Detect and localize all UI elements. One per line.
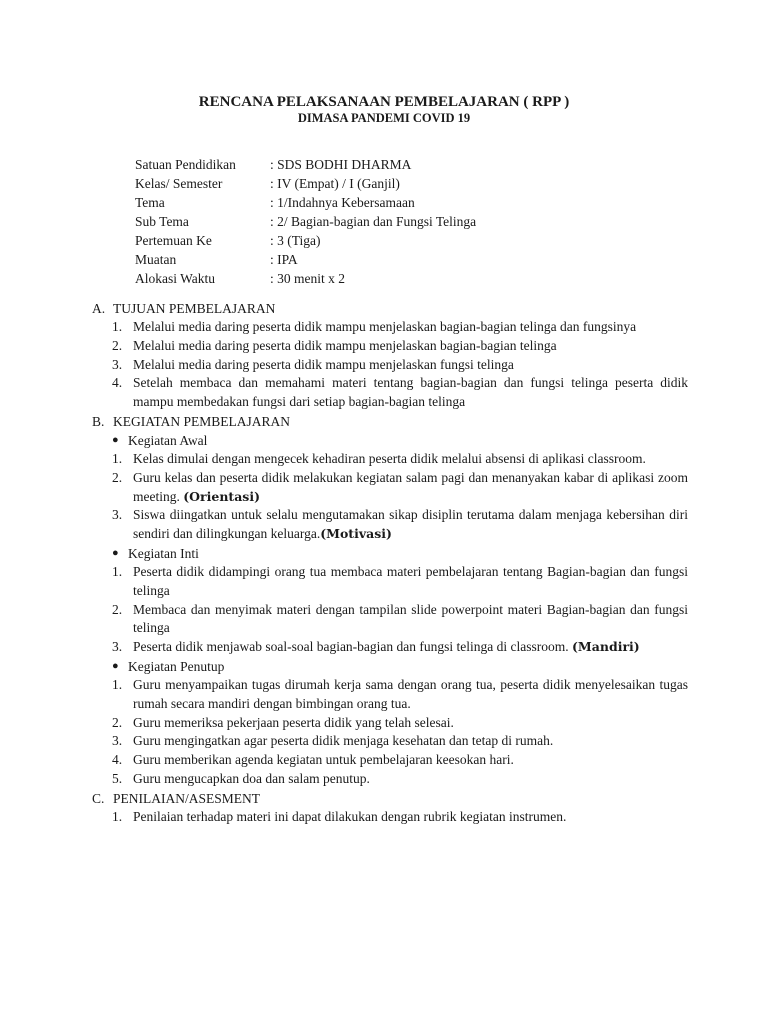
section-letter: B. <box>92 413 105 429</box>
info-row-subtema <box>135 212 476 231</box>
info-row-satuan <box>135 155 476 174</box>
item-number: 2. <box>112 469 123 485</box>
list-item <box>92 450 688 469</box>
section-title: PENILAIAN/ASESMENT <box>113 790 260 806</box>
section-heading-tujuan <box>92 299 688 318</box>
list-item <box>92 714 688 733</box>
document-body <box>92 299 688 827</box>
info-value: : 2/ Bagian-bagian dan Fungsi Telinga <box>270 214 477 229</box>
item-text: Penilaian terhadap materi ini dapat dilakukan dengan rubrik kegiatan instrumen. <box>133 808 567 824</box>
item-number: 1. <box>112 563 123 579</box>
list-item <box>92 676 688 714</box>
info-value: : IPA <box>270 252 298 267</box>
info-value: : SDS BODHI DHARMA <box>270 157 412 172</box>
info-row-muatan <box>135 250 476 269</box>
item-number: 3. <box>112 356 123 372</box>
item-number: 1. <box>112 319 123 334</box>
item-text: Guru memberikan agenda kegiatan untuk pembelajaran keesokan hari. <box>133 752 514 768</box>
section-heading-kegiatan <box>92 412 688 431</box>
list-item <box>92 808 688 827</box>
item-number: 4. <box>112 752 123 768</box>
item-text: Melalui media daring peserta didik mampu menjelaskan fungsi telinga <box>133 356 514 372</box>
item-text: Membaca dan menyimak materi dengan tampilan slide powerpoint materi Bagian-bagian dan fungsi telinga <box>133 601 688 636</box>
list-item <box>92 337 688 356</box>
info-label: Muatan <box>135 252 177 267</box>
info-row-pertemuan <box>135 231 476 250</box>
list-item <box>92 356 688 375</box>
activity-tag: (Orientasi) <box>183 488 261 504</box>
section-letter: A. <box>92 301 106 316</box>
info-label: Kelas/ Semester <box>135 176 223 191</box>
item-text: Guru memeriksa pekerjaan peserta didik yang telah selesai. <box>133 714 454 730</box>
item-text: Guru menyampaikan tugas dirumah kerja sama dengan orang tua, peserta didik menyelesaikan tugas rumah secara mandiri dengan bimbingan orang tua. <box>133 676 688 711</box>
item-text: Setelah membaca dan memahami materi tentang bagian-bagian dan fungsi telinga peserta didik mampu membedakan fungsi dari setiap bagian-bagian telinga <box>133 375 688 410</box>
list-item <box>92 770 688 789</box>
item-number: 3. <box>112 507 123 523</box>
info-value: : 3 (Tiga) <box>270 233 321 248</box>
bullet-icon: ● <box>112 546 119 559</box>
item-text: Peserta didik menjawab soal-soal bagian-bagian dan fungsi telinga di classroom. <box>133 639 573 655</box>
identity-table <box>135 155 476 288</box>
info-label: Tema <box>135 195 165 210</box>
list-item <box>92 318 688 337</box>
item-text: Guru mengingatkan agar peserta didik menjaga kesehatan dan tetap di rumah. <box>133 733 554 749</box>
list-item <box>92 638 688 657</box>
subheading-label: Kegiatan Penutup <box>128 658 225 674</box>
item-text: Peserta didik didampingi orang tua membaca materi pembelajaran tentang Bagian-bagian dan fungsi telinga <box>133 563 688 598</box>
item-text: Guru mengucapkan doa dan salam penutup. <box>133 770 370 786</box>
activity-tag: (Mandiri) <box>572 639 640 655</box>
list-item <box>92 563 688 601</box>
list-item <box>92 469 688 507</box>
info-label: Alokasi Waktu <box>135 271 216 286</box>
item-text: Kelas dimulai dengan mengecek kehadiran peserta didik melalui absensi di aplikasi classroom. <box>133 450 646 466</box>
item-text: Guru kelas dan peserta didik melakukan kegiatan salam pagi dan menanyakan kabar di aplikasi zoom meeting. <box>133 469 688 504</box>
item-number: 1. <box>112 676 123 692</box>
subheading-kegiatan-penutup <box>92 657 688 676</box>
subheading-label: Kegiatan Awal <box>128 432 208 448</box>
bullet-icon: ● <box>112 659 119 672</box>
list-item <box>92 374 688 412</box>
subheading-label: Kegiatan Inti <box>128 545 199 561</box>
item-number: 2. <box>112 714 123 730</box>
item-text: Siswa diingatkan untuk selalu mengutamakan sikap disiplin terutama dalam menjaga kebersihan diri sendiri dan dilingkungan keluarga. <box>133 507 688 542</box>
item-number: 4. <box>112 375 123 391</box>
item-text: Melalui media daring peserta didik mampu menjelaskan bagian-bagian telinga <box>133 337 557 353</box>
document-title: RENCANA PELAKSANAAN PEMBELAJARAN ( RPP ) <box>198 94 570 110</box>
subheading-kegiatan-inti <box>92 544 688 563</box>
info-row-alokasi <box>135 269 476 288</box>
list-item <box>92 601 688 639</box>
item-number: 1. <box>112 808 123 824</box>
item-number: 2. <box>112 337 123 353</box>
info-row-kelas <box>135 174 476 193</box>
item-number: 1. <box>112 450 123 466</box>
info-value: : IV (Empat) / I (Ganjil) <box>270 176 400 191</box>
item-number: 3. <box>112 733 123 749</box>
section-title: TUJUAN PEMBELAJARAN <box>113 301 276 316</box>
info-label: Sub Tema <box>135 214 189 229</box>
item-text: Melalui media daring peserta didik mampu menjelaskan bagian-bagian telinga dan fungsinya <box>133 319 637 334</box>
bullet-icon: ● <box>112 433 119 446</box>
section-letter: C. <box>92 790 105 806</box>
info-label: Satuan Pendidikan <box>135 157 236 172</box>
section-title: KEGIATAN PEMBELAJARAN <box>113 413 291 429</box>
list-item <box>92 506 688 544</box>
activity-tag: (Motivasi) <box>320 526 392 542</box>
subheading-kegiatan-awal <box>92 431 688 450</box>
info-label: Pertemuan Ke <box>135 233 212 248</box>
list-item <box>92 732 688 751</box>
info-row-tema <box>135 193 476 212</box>
item-number: 3. <box>112 639 123 655</box>
list-item <box>92 751 688 770</box>
info-value: : 1/Indahnya Kebersamaan <box>270 195 415 210</box>
document-subtitle: DIMASA PANDEMI COVID 19 <box>297 111 471 125</box>
item-number: 5. <box>112 770 123 786</box>
section-heading-penilaian <box>92 789 688 808</box>
info-value: : 30 menit x 2 <box>270 271 345 286</box>
item-number: 2. <box>112 601 123 617</box>
